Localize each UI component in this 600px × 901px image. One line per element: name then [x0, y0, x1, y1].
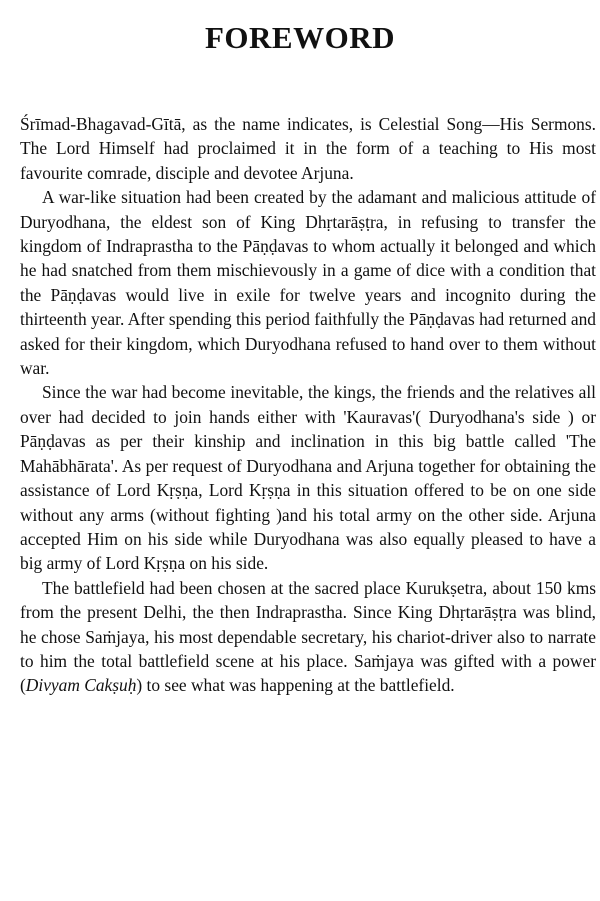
page-title: FOREWORD — [205, 20, 395, 55]
paragraph-4-text-end: ) to see what was happening at the battlefield. — [136, 675, 455, 696]
paragraph-4-italic-term: Divyam Cakṣuḥ — [25, 675, 137, 696]
paragraph-4 — [20, 576, 596, 698]
paragraph-4-text-start: The battlefield had been chosen at the sacred place Kurukṣetra, about 150 kms from the present Delhi, the then Indraprastha. Since King Dhṛtarāṣṭra was blind, he chose Saṁjaya, his most dependable secretary, his chariot-driver also to narrate to him the total battlefield scene at his place. Saṁjaya was gifted with a power ( — [20, 577, 596, 696]
paragraph-2: A war-like situation had been created by the adamant and malicious attitude of Duryodhana, the eldest son of King Dhṛtarāṣṭra, in refusing to transfer the kingdom of Indraprastha to the Pāṇḍavas to whom actually it belonged and which he had snatched from them mischievously in a game of dice with a condition that the Pāṇḍavas would live in exile for twelve years and incognito during the thirteenth year. After spending this period faithfully the Pāṇḍavas had returned and asked for their kingdom, which Duryodhana refused to hand over to them without war. — [20, 187, 596, 379]
paragraph-3: Since the war had become inevitable, the kings, the friends and the relatives all over had decided to join hands either with 'Kauravas'( Duryodhana's side ) or Pāṇḍavas as per their kinship and inclination in this big battle called 'The Mahābhārata'. As per request of Duryodhana and Arjuna together for obtaining the assistance of Lord Kṛṣṇa, Lord Kṛṣṇa in this situation offered to be on one side without any arms (without fighting )and his total army on the other side. Arjuna accepted Him on his side while Duryodhana was also equally pleased to have a big army of Lord Kṛṣṇa on his side. — [20, 382, 596, 574]
body-text — [20, 112, 596, 698]
paragraph-1: Śrīmad-Bhagavad-Gītā, as the name indicates, is Celestial Song—His Sermons. The Lord Himself had proclaimed it in the form of a teaching to His most favourite comrade, disciple and devotee Arjuna. — [20, 114, 596, 183]
